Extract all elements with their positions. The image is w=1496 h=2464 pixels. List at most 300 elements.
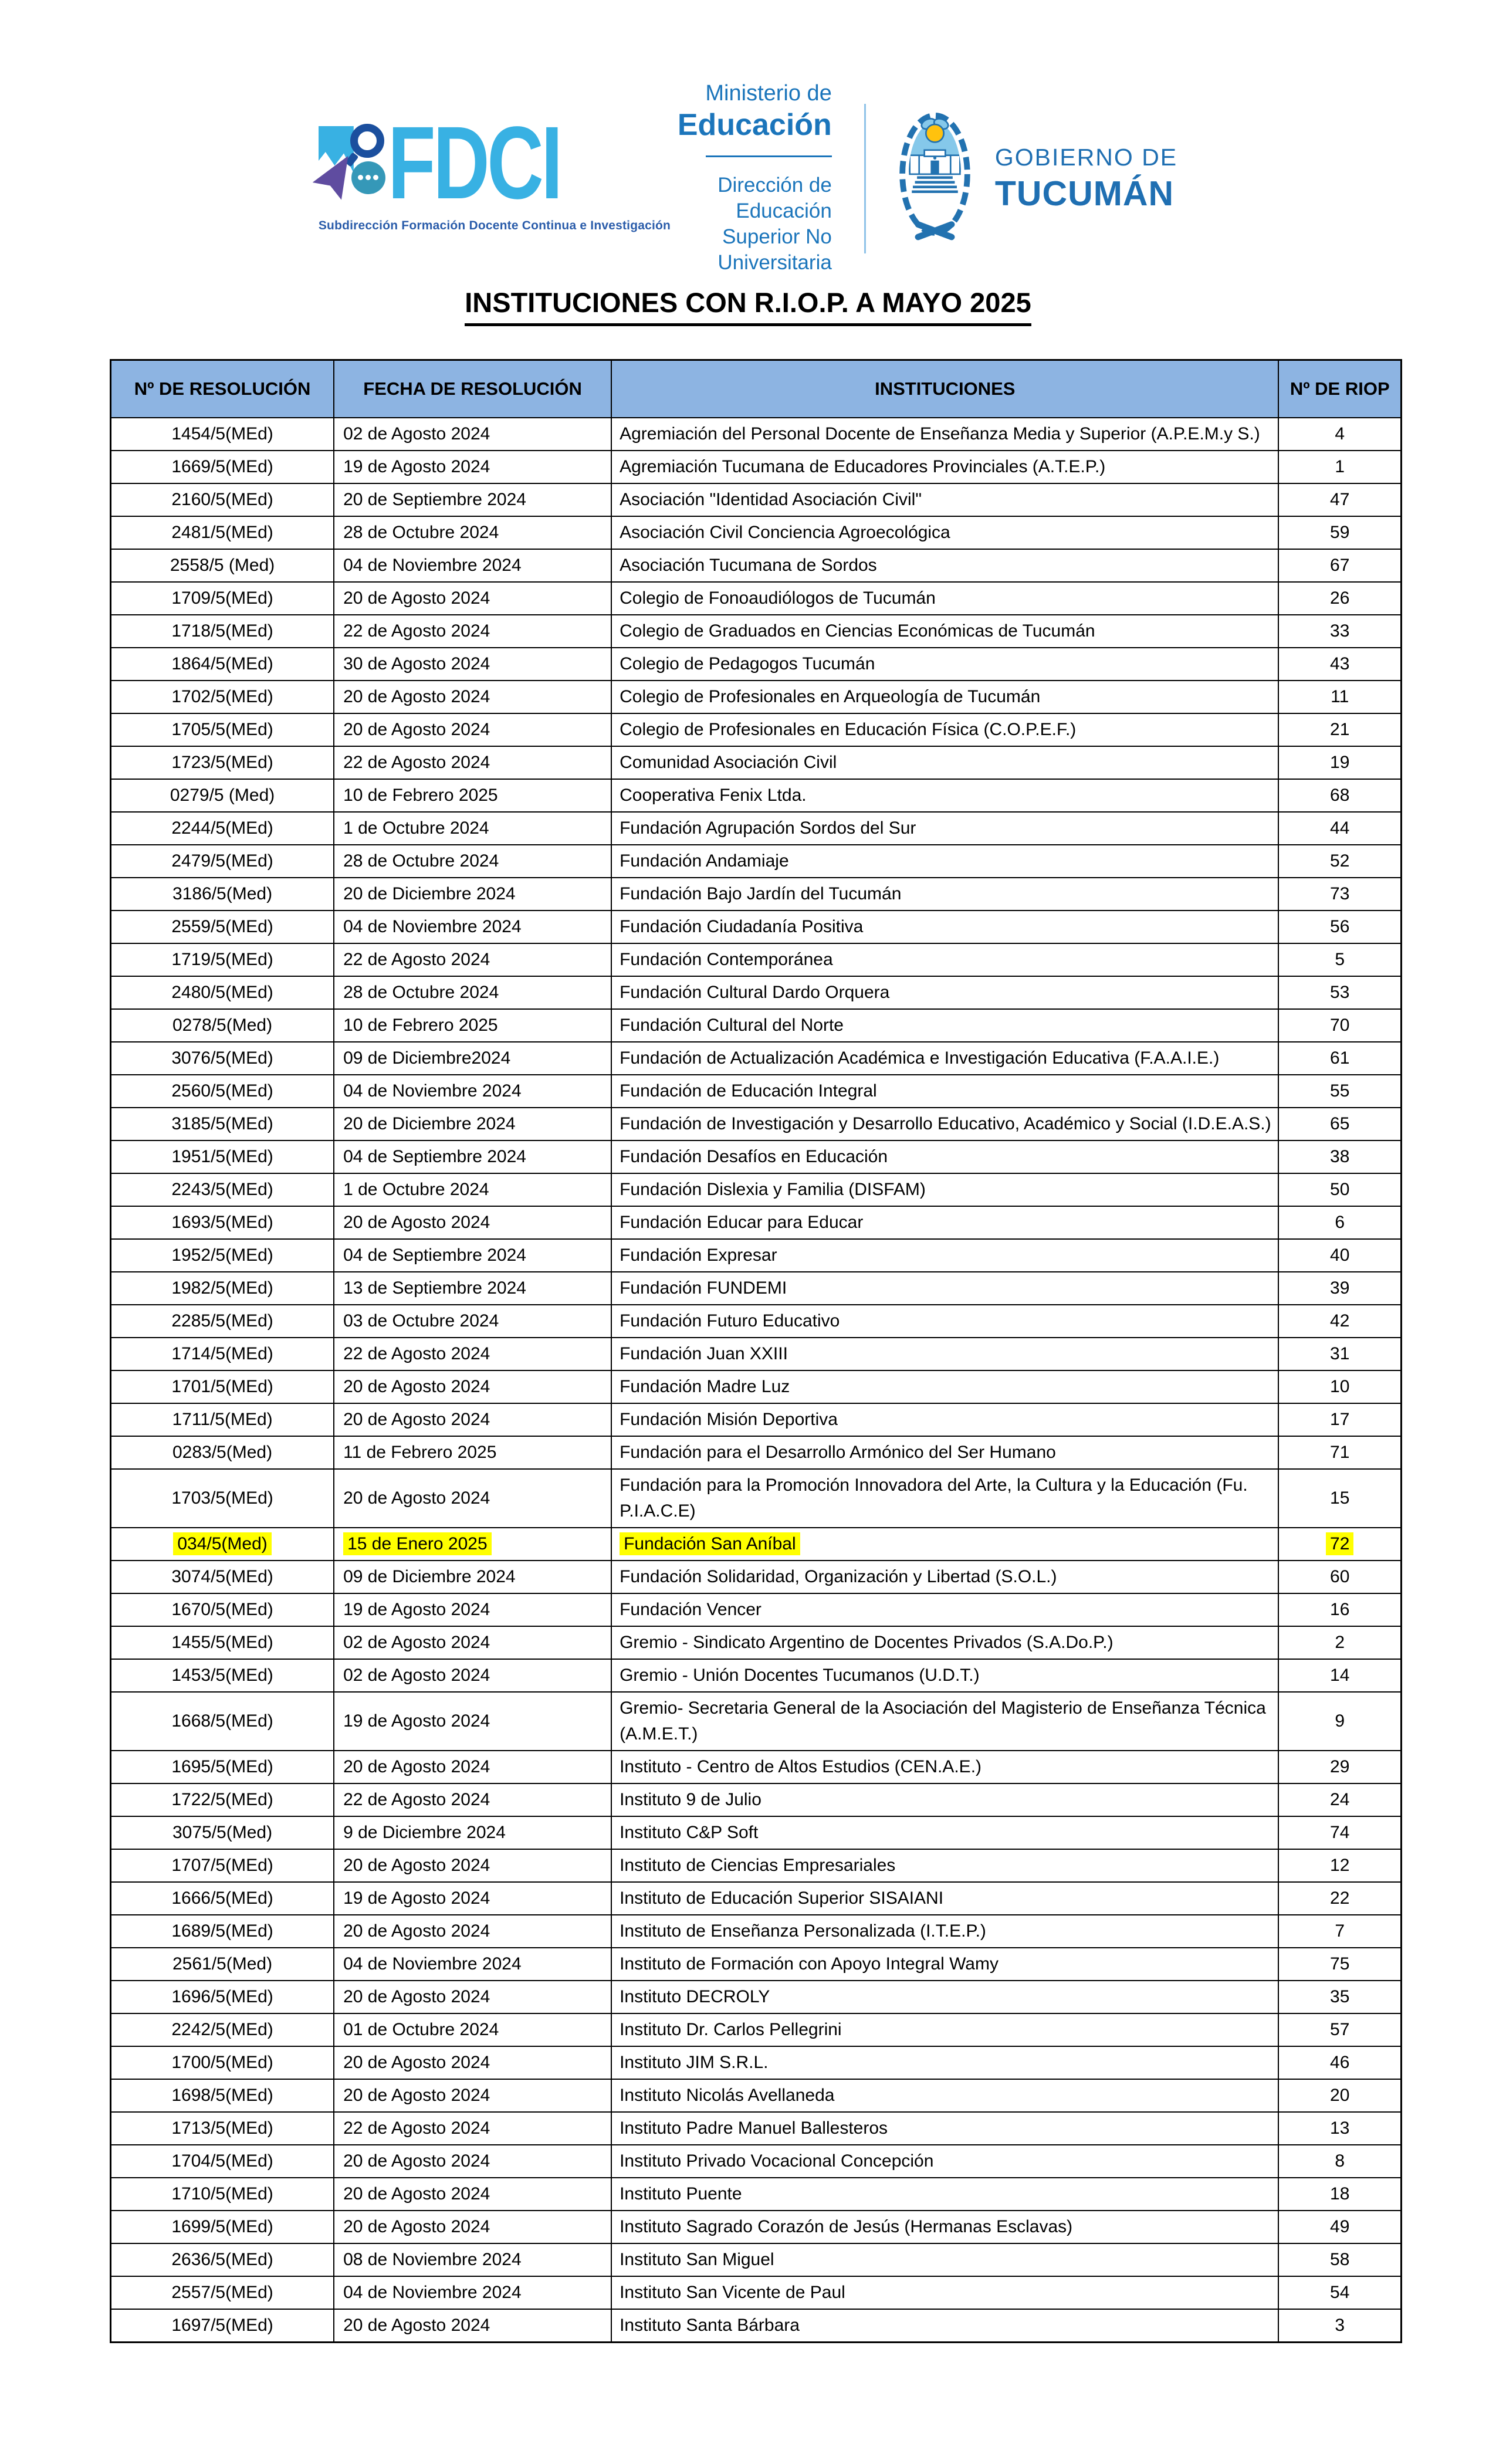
fecha-value: 04 de Noviembre 2024 xyxy=(343,1081,522,1101)
table-row xyxy=(111,2046,1402,2079)
resolucion-value: 1722/5(MEd) xyxy=(171,1789,273,1809)
institucion-value: Instituto Nicolás Avellaneda xyxy=(620,2085,835,2105)
riop-value: 68 xyxy=(1330,785,1350,805)
riop-value: 4 xyxy=(1335,424,1345,444)
resolucion-value: 1707/5(MEd) xyxy=(171,1855,273,1875)
tucuman-shield-icon xyxy=(898,105,972,252)
institucion-value: Fundación de Educación Integral xyxy=(620,1081,877,1101)
fecha-value: 10 de Febrero 2025 xyxy=(343,785,498,805)
resolucion-value: 2559/5(MEd) xyxy=(171,916,273,936)
institucion-value: Instituto C&P Soft xyxy=(620,1822,759,1842)
fecha-value: 09 de Diciembre 2024 xyxy=(343,1566,516,1586)
gobierno-line1: GOBIERNO DE xyxy=(994,143,1178,171)
institucion-value: Fundación FUNDEMI xyxy=(620,1278,787,1298)
page-title: INSTITUCIONES CON R.I.O.P. A MAYO 2025 xyxy=(0,286,1496,326)
column-header-riop: Nº DE RIOP xyxy=(1278,360,1401,418)
table-row xyxy=(111,911,1402,943)
riop-value: 6 xyxy=(1335,1212,1345,1232)
table-row xyxy=(111,1403,1402,1436)
table-row xyxy=(111,1469,1402,1528)
resolucion-value: 1695/5(MEd) xyxy=(171,1756,273,1776)
resolucion-value: 3074/5(MEd) xyxy=(171,1566,273,1586)
institucion-value: Fundación Educar para Educar xyxy=(620,1212,864,1232)
table-row xyxy=(111,1692,1402,1751)
table-row xyxy=(111,2145,1402,2178)
resolucion-value: 2558/5 (Med) xyxy=(170,555,275,575)
resolucion-value: 1718/5(MEd) xyxy=(171,621,273,641)
institucion-value: Instituto de Formación con Apoyo Integral Wamy xyxy=(620,1954,999,1974)
fecha-value: 02 de Agosto 2024 xyxy=(343,1665,490,1685)
riop-value: 31 xyxy=(1330,1343,1350,1363)
riop-value: 65 xyxy=(1330,1113,1350,1133)
table-row xyxy=(111,516,1402,549)
riop-value: 39 xyxy=(1330,1278,1350,1298)
institucion-value: Instituto Privado Vocacional Concepción xyxy=(620,2151,934,2171)
riop-value: 19 xyxy=(1330,752,1350,772)
riop-value: 53 xyxy=(1330,982,1350,1002)
institucion-value: Asociación Civil Conciencia Agroecológica xyxy=(620,522,950,542)
fecha-value: 28 de Octubre 2024 xyxy=(343,982,499,1002)
resolucion-value: 1709/5(MEd) xyxy=(171,588,273,608)
institucion-value: Instituto de Enseñanza Personalizada (I.T.E.P.) xyxy=(620,1921,986,1941)
table-row xyxy=(111,779,1402,812)
fecha-value: 20 de Agosto 2024 xyxy=(343,2216,490,2236)
gobierno-text xyxy=(995,144,1177,214)
table-row xyxy=(111,1338,1402,1370)
table-row xyxy=(111,549,1402,582)
table-row xyxy=(111,2112,1402,2145)
riop-value: 50 xyxy=(1330,1179,1350,1199)
institucion-value: Gremio - Unión Docentes Tucumanos (U.D.T.) xyxy=(620,1665,980,1685)
table-row xyxy=(111,1659,1402,1692)
resolucion-value: 034/5(Med) xyxy=(173,1532,271,1555)
resolucion-value: 1982/5(MEd) xyxy=(171,1278,273,1298)
fecha-value: 20 de Agosto 2024 xyxy=(343,686,490,706)
column-header-fecha: FECHA DE RESOLUCIÓN xyxy=(334,360,611,418)
fecha-value: 08 de Noviembre 2024 xyxy=(343,2249,522,2269)
fecha-value: 20 de Diciembre 2024 xyxy=(343,1113,516,1133)
table-row xyxy=(111,1948,1402,1981)
resolucion-value: 3186/5(Med) xyxy=(172,884,273,903)
riop-value: 70 xyxy=(1330,1015,1350,1035)
fecha-value: 02 de Agosto 2024 xyxy=(343,1632,490,1652)
riop-value: 60 xyxy=(1330,1566,1350,1586)
riop-value: 47 xyxy=(1330,489,1350,509)
gobierno-tucuman-logo xyxy=(898,105,1177,252)
institucion-value: Instituto Padre Manuel Ballesteros xyxy=(620,2118,888,2138)
riop-value: 13 xyxy=(1330,2118,1350,2138)
table-header-row xyxy=(111,360,1402,418)
riop-value: 57 xyxy=(1330,2019,1350,2039)
fecha-value: 04 de Septiembre 2024 xyxy=(343,1146,526,1166)
table-row xyxy=(111,418,1402,451)
resolucion-value: 1723/5(MEd) xyxy=(171,752,273,772)
fecha-value: 04 de Noviembre 2024 xyxy=(343,555,522,575)
resolucion-value: 2244/5(MEd) xyxy=(171,818,273,838)
resolucion-value: 1666/5(MEd) xyxy=(171,1888,273,1908)
riop-value: 26 xyxy=(1330,588,1350,608)
fecha-value: 04 de Noviembre 2024 xyxy=(343,2282,522,2302)
institucion-value: Agremiación Tucumana de Educadores Provinciales (A.T.E.P.) xyxy=(620,456,1106,476)
table-row xyxy=(111,2276,1402,2309)
institucion-value: Instituto San Vicente de Paul xyxy=(620,2282,845,2302)
riop-value: 9 xyxy=(1335,1711,1345,1731)
institucion-value: Colegio de Pedagogos Tucumán xyxy=(620,654,875,673)
table-row xyxy=(111,1009,1402,1042)
fecha-value: 04 de Noviembre 2024 xyxy=(343,1954,522,1974)
resolucion-value: 1697/5(MEd) xyxy=(171,2315,273,2335)
riop-value: 2 xyxy=(1335,1632,1345,1652)
institucion-value: Colegio de Profesionales en Arqueología de Tucumán xyxy=(620,686,1041,706)
logo-separator xyxy=(864,104,866,253)
resolucion-value: 2285/5(MEd) xyxy=(171,1311,273,1331)
table-row xyxy=(111,812,1402,845)
table-row xyxy=(111,2211,1402,2243)
fecha-value: 22 de Agosto 2024 xyxy=(343,752,490,772)
riop-value: 58 xyxy=(1330,2249,1350,2269)
resolucion-value: 1668/5(MEd) xyxy=(171,1711,273,1731)
resolucion-value: 2242/5(MEd) xyxy=(171,2019,273,2039)
riop-value: 7 xyxy=(1335,1921,1345,1941)
fecha-value: 19 de Agosto 2024 xyxy=(343,1888,490,1908)
riop-value: 52 xyxy=(1330,851,1350,871)
fecha-value: 20 de Agosto 2024 xyxy=(343,2052,490,2072)
resolucion-value: 2636/5(MEd) xyxy=(171,2249,273,2269)
riop-value: 49 xyxy=(1330,2216,1350,2236)
resolucion-value: 2561/5(Med) xyxy=(172,1954,273,1974)
riop-value: 11 xyxy=(1331,686,1349,706)
institutions-table-body xyxy=(111,418,1402,2343)
riop-value: 18 xyxy=(1330,2184,1350,2204)
institucion-value: Fundación para la Promoción Innovadora del Arte, la Cultura y la Educación (Fu. P.I.A.C.E) xyxy=(620,1475,1248,1521)
table-row xyxy=(111,681,1402,713)
institucion-value: Instituto Dr. Carlos Pellegrini xyxy=(620,2019,842,2039)
institucion-value: Fundación Juan XXIII xyxy=(620,1343,788,1363)
institucion-value: Instituto JIM S.R.L. xyxy=(620,2052,769,2072)
fecha-value: 28 de Octubre 2024 xyxy=(343,851,499,871)
institucion-value: Instituto Puente xyxy=(620,2184,742,2204)
table-row xyxy=(111,943,1402,976)
resolucion-value: 3185/5(MEd) xyxy=(171,1113,273,1133)
institucion-value: Instituto - Centro de Altos Estudios (CEN.A.E.) xyxy=(620,1756,982,1776)
institucion-value: Fundación Dislexia y Familia (DISFAM) xyxy=(620,1179,926,1199)
riop-value: 16 xyxy=(1330,1599,1350,1619)
resolucion-value: 1951/5(MEd) xyxy=(171,1146,273,1166)
table-row xyxy=(111,1239,1402,1272)
riop-value: 71 xyxy=(1330,1442,1350,1462)
institucion-value: Fundación de Actualización Académica e Investigación Educativa (F.A.A.I.E.) xyxy=(620,1048,1220,1068)
riop-value: 73 xyxy=(1330,884,1350,903)
resolucion-value: 3075/5(Med) xyxy=(172,1822,273,1842)
institucion-value: Fundación Ciudadanía Positiva xyxy=(620,916,864,936)
institucion-value: Instituto Santa Bárbara xyxy=(620,2315,800,2335)
resolucion-value: 2160/5(MEd) xyxy=(171,489,273,509)
ministerio-educacion-logo xyxy=(624,81,832,276)
fecha-value: 22 de Agosto 2024 xyxy=(343,621,490,641)
riop-value: 5 xyxy=(1335,949,1345,969)
institucion-value: Fundación San Aníbal xyxy=(620,1532,800,1555)
institucion-value: Gremio - Sindicato Argentino de Docentes Privados (S.A.Do.P.) xyxy=(620,1632,1113,1652)
resolucion-value: 1702/5(MEd) xyxy=(171,686,273,706)
riop-value: 33 xyxy=(1330,621,1350,641)
table-row xyxy=(111,1915,1402,1948)
riop-value: 17 xyxy=(1330,1409,1350,1429)
resolucion-value: 3076/5(MEd) xyxy=(171,1048,273,1068)
riop-value: 55 xyxy=(1330,1081,1350,1101)
table-row xyxy=(111,2309,1402,2343)
resolucion-value: 1703/5(MEd) xyxy=(171,1488,273,1508)
table-row xyxy=(111,878,1402,911)
fecha-value: 09 de Diciembre2024 xyxy=(343,1048,511,1068)
resolucion-value: 1700/5(MEd) xyxy=(171,2052,273,2072)
fecha-value: 20 de Agosto 2024 xyxy=(343,588,490,608)
riop-value: 74 xyxy=(1330,1822,1350,1842)
table-row xyxy=(111,1305,1402,1338)
fdci-logo-mark xyxy=(319,124,388,202)
riop-value: 43 xyxy=(1330,654,1350,673)
riop-value: 40 xyxy=(1330,1245,1350,1265)
table-row xyxy=(111,1206,1402,1239)
resolucion-value: 1698/5(MEd) xyxy=(171,2085,273,2105)
table-row xyxy=(111,1816,1402,1849)
institucion-value: Fundación Cultural del Norte xyxy=(620,1015,844,1035)
table-row xyxy=(111,648,1402,681)
fecha-value: 22 de Agosto 2024 xyxy=(343,949,490,969)
institucion-value: Comunidad Asociación Civil xyxy=(620,752,837,772)
resolucion-value: 1952/5(MEd) xyxy=(171,1245,273,1265)
resolucion-value: 1719/5(MEd) xyxy=(171,949,273,969)
table-row xyxy=(111,1075,1402,1108)
ministerio-line1: Ministerio de xyxy=(705,81,832,106)
resolucion-value: 0278/5(Med) xyxy=(172,1015,273,1035)
fecha-value: 20 de Agosto 2024 xyxy=(343,2315,490,2335)
resolucion-value: 2243/5(MEd) xyxy=(171,1179,273,1199)
table-row xyxy=(111,1042,1402,1075)
institucion-value: Gremio- Secretaria General de la Asociación del Magisterio de Enseñanza Técnica (A.M.E.T.) xyxy=(620,1698,1266,1744)
fecha-value: 03 de Octubre 2024 xyxy=(343,1311,499,1331)
institucion-value: Fundación para el Desarrollo Armónico del Ser Humano xyxy=(620,1442,1056,1462)
fecha-value: 02 de Agosto 2024 xyxy=(343,424,490,444)
resolucion-value: 1670/5(MEd) xyxy=(171,1599,273,1619)
ministerio-sub1: Dirección de Educación xyxy=(717,174,832,222)
table-row xyxy=(111,1751,1402,1783)
resolucion-value: 1711/5(MEd) xyxy=(172,1409,273,1429)
table-row xyxy=(111,582,1402,615)
institucion-value: Cooperativa Fenix Ltda. xyxy=(620,785,807,805)
riop-value: 21 xyxy=(1330,719,1350,739)
resolucion-value: 1710/5(MEd) xyxy=(171,2184,273,2204)
table-row xyxy=(111,1108,1402,1140)
riop-value: 29 xyxy=(1330,1756,1350,1776)
resolucion-value: 1455/5(MEd) xyxy=(171,1632,273,1652)
table-row xyxy=(111,615,1402,648)
fecha-value: 22 de Agosto 2024 xyxy=(343,1343,490,1363)
fecha-value: 30 de Agosto 2024 xyxy=(343,654,490,673)
fecha-value: 20 de Septiembre 2024 xyxy=(343,489,526,509)
fdci-acronym: FDCI xyxy=(387,106,560,221)
fecha-value: 28 de Octubre 2024 xyxy=(343,522,499,542)
gobierno-line2: TUCUMÁN xyxy=(994,174,1175,213)
riop-value: 3 xyxy=(1335,2315,1345,2335)
riop-value: 72 xyxy=(1326,1532,1353,1555)
fecha-value: 11 de Febrero 2025 xyxy=(343,1442,497,1462)
table-row xyxy=(111,2243,1402,2276)
table-row xyxy=(111,1849,1402,1882)
table-row xyxy=(111,1140,1402,1173)
fecha-value: 20 de Agosto 2024 xyxy=(343,1756,490,1776)
resolucion-value: 1705/5(MEd) xyxy=(171,719,273,739)
table-row xyxy=(111,746,1402,779)
fecha-value: 1 de Octubre 2024 xyxy=(343,1179,489,1199)
institucion-value: Instituto DECROLY xyxy=(620,1986,770,2006)
institucion-value: Fundación Agrupación Sordos del Sur xyxy=(620,818,916,838)
ministerio-sub2: Superior No Universitaria xyxy=(717,225,832,274)
fecha-value: 19 de Agosto 2024 xyxy=(343,456,490,476)
fecha-value: 20 de Agosto 2024 xyxy=(343,1376,490,1396)
institutions-table xyxy=(110,359,1402,2343)
table-row xyxy=(111,1593,1402,1626)
riop-value: 15 xyxy=(1330,1488,1350,1508)
table-row xyxy=(111,976,1402,1009)
table-row xyxy=(111,451,1402,483)
resolucion-value: 2560/5(MEd) xyxy=(171,1081,273,1101)
fecha-value: 9 de Diciembre 2024 xyxy=(343,1822,506,1842)
resolucion-value: 1713/5(MEd) xyxy=(171,2118,273,2138)
fecha-value: 01 de Octubre 2024 xyxy=(343,2019,499,2039)
table-row xyxy=(111,2013,1402,2046)
riop-value: 61 xyxy=(1330,1048,1350,1068)
ministerio-line2: Educación xyxy=(677,108,832,142)
riop-value: 8 xyxy=(1335,2151,1345,2171)
riop-value: 59 xyxy=(1330,522,1350,542)
resolucion-value: 0279/5 (Med) xyxy=(170,785,275,805)
resolucion-value: 0283/5(Med) xyxy=(172,1442,273,1462)
riop-value: 10 xyxy=(1330,1376,1350,1396)
institucion-value: Colegio de Graduados en Ciencias Económicas de Tucumán xyxy=(620,621,1095,641)
fecha-value: 15 de Enero 2025 xyxy=(343,1532,492,1555)
institucion-value: Fundación Andamiaje xyxy=(620,851,789,871)
resolucion-value: 1454/5(MEd) xyxy=(171,424,273,444)
table-row xyxy=(111,1981,1402,2013)
fecha-value: 10 de Febrero 2025 xyxy=(343,1015,498,1035)
resolucion-value: 1699/5(MEd) xyxy=(171,2216,273,2236)
column-header-resolucion: Nº DE RESOLUCIÓN xyxy=(111,360,334,418)
riop-value: 35 xyxy=(1330,1986,1350,2006)
institucion-value: Agremiación del Personal Docente de Enseñanza Media y Superior (A.P.E.M.y S.) xyxy=(620,424,1260,444)
resolucion-value: 1693/5(MEd) xyxy=(171,1212,273,1232)
fecha-value: 20 de Agosto 2024 xyxy=(343,719,490,739)
riop-value: 54 xyxy=(1330,2282,1350,2302)
table-row xyxy=(111,1528,1402,1561)
resolucion-value: 1689/5(MEd) xyxy=(171,1921,273,1941)
riop-value: 14 xyxy=(1330,1665,1350,1685)
fdci-logo xyxy=(318,106,671,233)
riop-value: 1 xyxy=(1335,456,1345,476)
institucion-value: Fundación Bajo Jardín del Tucumán xyxy=(620,884,902,903)
table-row xyxy=(111,1626,1402,1659)
table-row xyxy=(111,1436,1402,1469)
fecha-value: 20 de Agosto 2024 xyxy=(343,1921,490,1941)
fdci-tagline: Subdirección Formación Docente Continua e Investigación xyxy=(318,219,671,232)
fecha-value: 13 de Septiembre 2024 xyxy=(343,1278,526,1298)
riop-value: 38 xyxy=(1330,1146,1350,1166)
resolucion-value: 1701/5(MEd) xyxy=(171,1376,273,1396)
riop-value: 24 xyxy=(1330,1789,1350,1809)
table-row xyxy=(111,2178,1402,2211)
ministerio-divider xyxy=(706,155,832,157)
institucion-value: Fundación Misión Deportiva xyxy=(620,1409,838,1429)
fecha-value: 20 de Agosto 2024 xyxy=(343,2151,490,2171)
table-row xyxy=(111,1783,1402,1816)
table-row xyxy=(111,1561,1402,1593)
riop-value: 22 xyxy=(1330,1888,1350,1908)
fdci-logo-top xyxy=(319,106,591,221)
institucion-value: Fundación Desafíos en Educación xyxy=(620,1146,888,1166)
riop-value: 46 xyxy=(1330,2052,1350,2072)
institucion-value: Asociación "Identidad Asociación Civil" xyxy=(620,489,922,509)
fecha-value: 20 de Agosto 2024 xyxy=(343,2184,490,2204)
table-row xyxy=(111,1272,1402,1305)
institucion-value: Fundación Vencer xyxy=(620,1599,761,1619)
institucion-value: Fundación Madre Luz xyxy=(620,1376,790,1396)
fdci-person-head-icon xyxy=(350,124,384,158)
riop-value: 42 xyxy=(1330,1311,1350,1331)
institucion-value: Colegio de Fonoaudiólogos de Tucumán xyxy=(620,588,936,608)
table-row xyxy=(111,2079,1402,2112)
institucion-value: Colegio de Profesionales en Educación Física (C.O.P.E.F.) xyxy=(620,719,1077,739)
fecha-value: 20 de Diciembre 2024 xyxy=(343,884,516,903)
institucion-value: Fundación Contemporánea xyxy=(620,949,833,969)
resolucion-value: 1714/5(MEd) xyxy=(171,1343,273,1363)
resolucion-value: 2557/5(MEd) xyxy=(171,2282,273,2302)
resolucion-value: 1864/5(MEd) xyxy=(171,654,273,673)
institucion-value: Instituto Sagrado Corazón de Jesús (Hermanas Esclavas) xyxy=(620,2216,1073,2236)
fecha-value: 20 de Agosto 2024 xyxy=(343,1488,490,1508)
resolucion-value: 1669/5(MEd) xyxy=(171,456,273,476)
institucion-value: Asociación Tucumana de Sordos xyxy=(620,555,877,575)
fecha-value: 20 de Agosto 2024 xyxy=(343,1855,490,1875)
fecha-value: 20 de Agosto 2024 xyxy=(343,1986,490,2006)
riop-value: 44 xyxy=(1330,818,1350,838)
institucion-value: Fundación de Investigación y Desarrollo Educativo, Académico y Social (I.D.E.A.S.) xyxy=(620,1113,1271,1133)
resolucion-value: 2479/5(MEd) xyxy=(171,851,273,871)
institucion-value: Instituto de Ciencias Empresariales xyxy=(620,1855,896,1875)
institucion-value: Fundación Solidaridad, Organización y Libertad (S.O.L.) xyxy=(620,1566,1057,1586)
riop-value: 67 xyxy=(1330,555,1350,575)
fecha-value: 04 de Septiembre 2024 xyxy=(343,1245,526,1265)
table-row xyxy=(111,1173,1402,1206)
resolucion-value: 2480/5(MEd) xyxy=(171,982,273,1002)
institucion-value: Fundación Futuro Educativo xyxy=(620,1311,840,1331)
table-row xyxy=(111,1882,1402,1915)
fecha-value: 20 de Agosto 2024 xyxy=(343,1212,490,1232)
fecha-value: 22 de Agosto 2024 xyxy=(343,2118,490,2138)
table-row xyxy=(111,713,1402,746)
letterhead xyxy=(0,0,1496,274)
fecha-value: 19 de Agosto 2024 xyxy=(343,1711,490,1731)
riop-value: 75 xyxy=(1330,1954,1350,1974)
resolucion-value: 1704/5(MEd) xyxy=(171,2151,273,2171)
table-row xyxy=(111,483,1402,516)
table-row xyxy=(111,1370,1402,1403)
riop-value: 12 xyxy=(1330,1855,1350,1875)
fecha-value: 22 de Agosto 2024 xyxy=(343,1789,490,1809)
riop-value: 56 xyxy=(1330,916,1350,936)
institucion-value: Instituto San Miguel xyxy=(620,2249,774,2269)
fecha-value: 20 de Agosto 2024 xyxy=(343,2085,490,2105)
institucion-value: Instituto de Educación Superior SISAIANI xyxy=(620,1888,944,1908)
fecha-value: 20 de Agosto 2024 xyxy=(343,1409,490,1429)
